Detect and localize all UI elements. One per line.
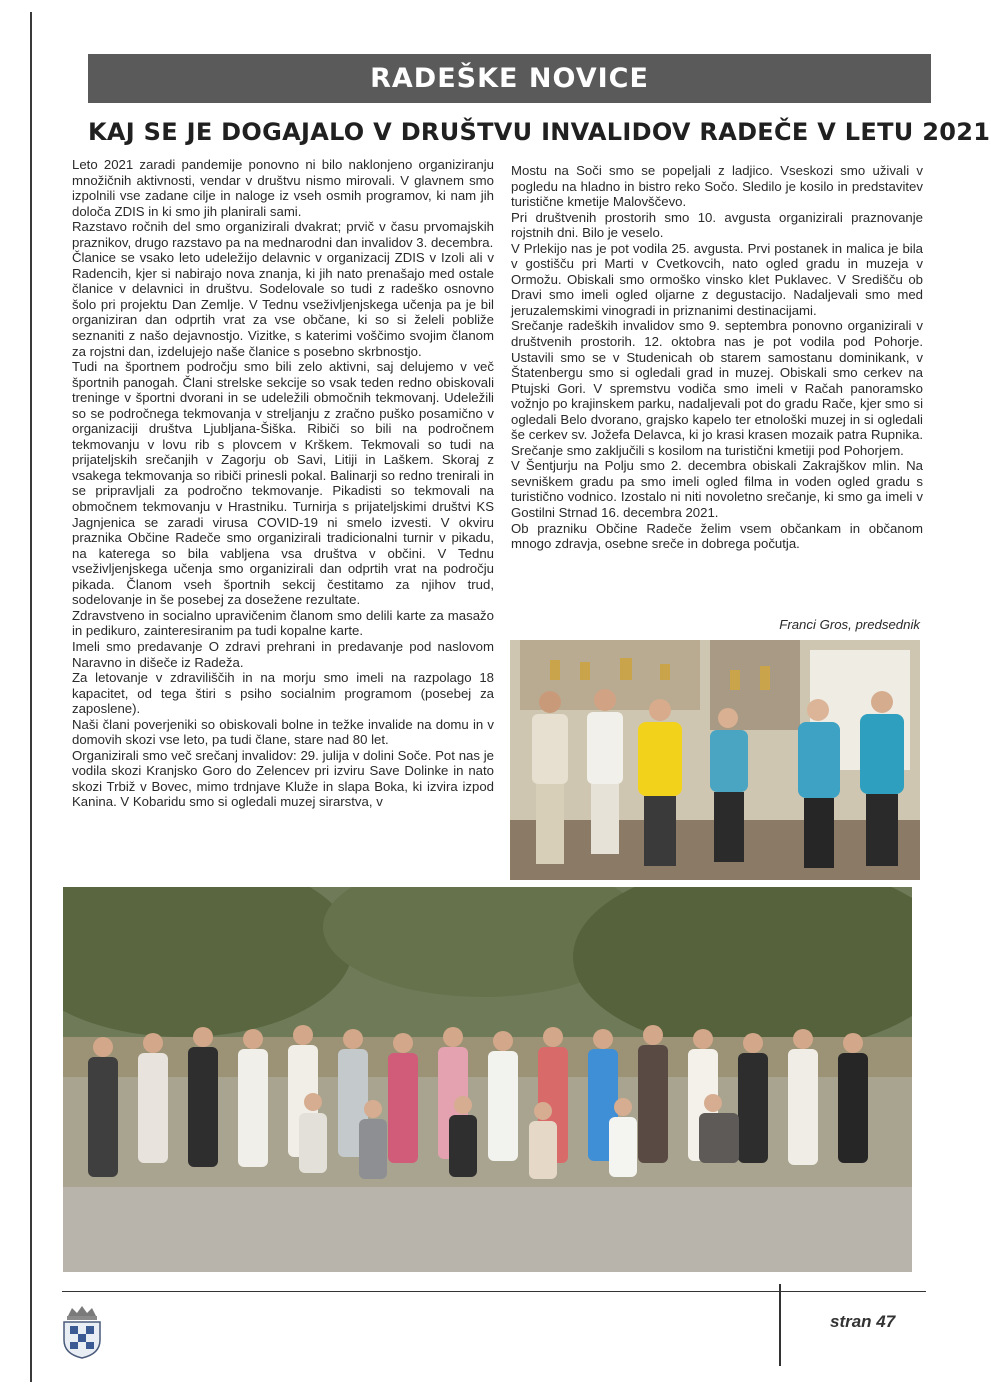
page-edge-line <box>30 12 32 1382</box>
article-headline: KAJ SE JE DOGAJALO V DRUŠTVU INVALIDOV RADEČE V LETU 2021 <box>88 118 991 146</box>
section-title: RADEŠKE NOVICE <box>370 63 649 94</box>
article-paragraph: Imeli smo predavanje O zdravi prehrani in predavanje pod naslovom Naravno in dišeče iz Radeža. <box>72 638 494 670</box>
article-paragraph: Tudi na športnem področju smo bili zelo aktivni, saj delujemo v več športnih panogah. Člani strelske sekcije so vsak teden redno obiskovali treninge v športni dvorani in se udeležili območnih tekmovanj. Udeležili so se področnega tekmovanja v streljanju z zračno puško posamično v organizaciji društva Ljubljana-Šiška. Ribiči so bili na področnem tekmovanju v lovu rib s plovcem v Krškem. Tekmovali so tudi na prijateljskih srečanjih v Zagorju ob Savi, Litiji in Laškem. Skoraj z vsakega tekmovanja so ribiči prinesli pokal. Balinarji so redno trenirali in se pripravljali za področno tekmovanje. Pikadisti so tekmovali na območnem tekmovanju v Hrastniku. Turnirja s prijateljskimi društvi KS Jagnjenica se zaradi virusa COVID-19 ni smelo izvesti. V okviru praznika Občine Radeče smo organizirali tradicionalni turnir v pikadu, na katerega so bila vabljena vsa društva v občini. V Tednu vseživljenjskega učenja smo organizirali dan odprtih vrat na področju pikada. Članom vseh športnih sekcij čestitamo za njihov trud, sodelovanje in še posebej za dosežene rezultate. <box>72 359 494 608</box>
section-banner <box>88 54 931 103</box>
article-column-left <box>72 157 494 810</box>
photo-group-illustration <box>63 887 912 1272</box>
photo-trophy-winners <box>510 640 920 880</box>
article-paragraph: V Šentjurju na Polju smo 2. decembra obiskali Zakrajškov mlin. Na sevniškem gradu pa smo imeli ogled filma in voden ogled gradu s turistično vodnico. Izostalo ni niti novoletno srečanje, ki smo ga imeli v Gostilni Strnad 16. decembra 2021. <box>511 458 923 521</box>
footer-divider <box>779 1284 781 1366</box>
article-paragraph: Ob prazniku Občine Radeče želim vsem občankam in občanom mnogo zdravja, osebne sreče in dobrega počutja. <box>511 520 923 552</box>
article-paragraph: Zdravstveno in socialno upravičenim članom smo delili karte za masažo in pedikuro, zainteresiranim pa tudi kopalne karte. <box>72 607 494 639</box>
article-paragraph: V Prlekijo nas je pot vodila 25. avgusta. Prvi postanek in malica je bila v gostišču pri Marti v Cvetkovcih, nato ogled gradu in muzeja v Ormožu. Obiskali smo ormoško vinsko klet Puklavec. V Središču ob Dravi smo imeli ogled oljarne z degustacijo. Nadaljevali smo med jeruzalemskimi vinogradi in priznanimi destinacijami. <box>511 240 923 318</box>
article-paragraph: Organizirali smo več srečanj invalidov: 29. julija v dolini Soče. Pot nas je vodila skozi Kranjsko Goro do Zelencev pri izviru Save Dolinke in nato skozi Trbiž v Bovec, mimo trdnjave Kluže in slapa Boka, ki izvira izpod Kanina. V Kobaridu smo si ogledali muzej sirarstva, v <box>72 747 494 810</box>
article-paragraph: Pri društvenih prostorih smo 10. avgusta organizirali praznovanje rojstnih dni. Bilo je veselo. <box>511 209 923 241</box>
article-paragraph: Leto 2021 zaradi pandemije ponovno ni bilo naklonjeno organiziranju množičnih aktivnosti, vendar v društvu nismo mirovali. V glavnem smo izpolnili vse zadane cilje in naloge iz vseh osmih programov, ki nam jih določa ZDIS in ki smo jih planirali sami. <box>72 157 494 219</box>
article-paragraph: Naši člani poverjeniki so obiskovali bolne in težke invalide na domu in v domovih skozi vse leto, pa tudi člane, stare nad 80 let. <box>72 716 494 748</box>
article-paragraph: Razstavo ročnih del smo organizirali dvakrat; prvič v času prvomajskih praznikov, drugo razstavo pa na mednarodni dan invalidov 3. decembra. <box>72 219 494 250</box>
article-column-right <box>511 163 923 552</box>
photo-trophy-winners-illustration <box>510 640 920 880</box>
article-paragraph: Za letovanje v zdraviliščih in na morju smo imeli na razpolago 18 kapacitet, od tega štiri s psiho socialnim programom (posebej za zaposlene). <box>72 670 494 717</box>
article-paragraph: Mostu na Soči smo se popeljali z ladjico. Vseskozi smo uživali v pogledu na hladno in bistro reko Sočo. Sledilo je kosilo in predstavitev turistične kmetije Malovščevo. <box>511 163 923 210</box>
article-paragraph: Članice se vsako leto udeležijo delavnic v organizacij ZDIS v Izoli ali v Radencih, kjer si nabirajo nova znanja, ki jih nato prenašajo med ostale članice v delavnici in društvu. Sodelovale so tudi z radeško osnovno šolo pri projektu Dan Zemlje. V Tednu vseživljenjskega učenja pa je bil organiziran dan odprtih vrat za vse občane, ki so si želeli pobliže seznaniti z našo dejavnostjo. Vizitke, s katerimi voščimo svojim članom za rojstni dan, izdelujejo naše članice s posebno skrbnostjo. <box>72 250 494 359</box>
article-signature: Franci Gros, predsednik <box>779 617 920 632</box>
footer-rule <box>62 1291 926 1292</box>
photo-group <box>63 887 912 1272</box>
page-number: stran 47 <box>830 1312 896 1331</box>
coat-of-arms-icon <box>58 1302 106 1360</box>
article-paragraph: Srečanje radeških invalidov smo 9. septembra ponovno organizirali v društvenih prostorih. 12. oktobra nas je pot vodila pod Pohorje. Ustavili smo se v Studenicah ob starem samostanu dominikank, v Štatenbergu smo si ogledali grad in muzej. Obiskali smo cerkev na Ptujski Gori. V spremstvu vodiča smo imeli v Račah panoramsko vožnjo po krajinskem parku, nadaljevali pot do gradu Rače, kjer smo si ogledali Belo dvorano, grajsko kapelo ter etnološki muzej in si ogledali še cerkev sv. Jožefa Delavca, ki jo krasi krasen mozaik patra Rupnika. Srečanje smo zaključili s kosilom na turistični kmetiji pod Pohorjem. <box>511 318 923 458</box>
